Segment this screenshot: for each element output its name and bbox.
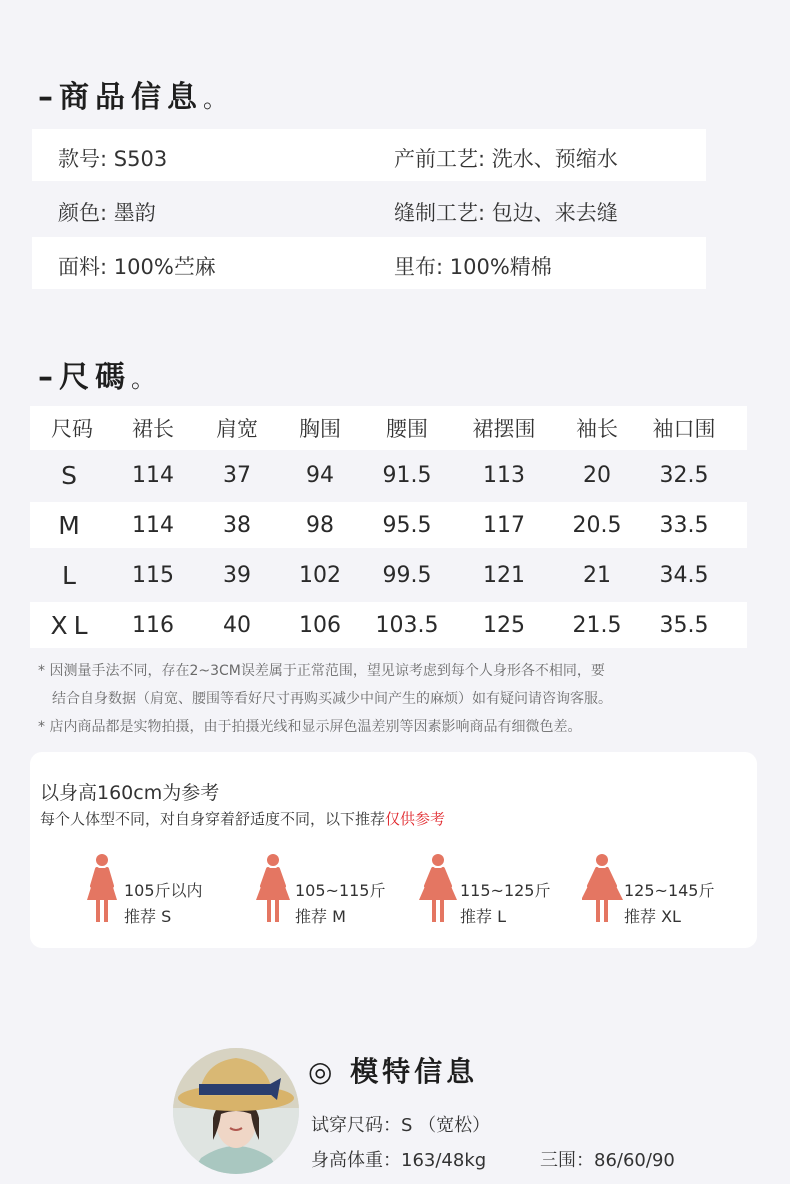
table-cell: 114: [132, 512, 174, 538]
table-cell: 40: [223, 612, 251, 638]
style-number: 款号: S503: [58, 147, 168, 171]
product-info-title: – 商品信息。: [38, 80, 227, 115]
table-cell: 21: [583, 562, 611, 588]
table-row: [30, 602, 747, 648]
body-figure-icon: [82, 854, 126, 926]
table-header-cell: 胸围: [299, 417, 341, 441]
table-cell: 98: [306, 512, 334, 538]
figure-weight-range: 105斤以内: [124, 881, 203, 900]
figure-size-recommendation: 推荐 S: [124, 907, 172, 926]
figure-weight-range: 105~115斤: [295, 881, 386, 900]
table-cell: 99.5: [382, 562, 432, 588]
table-cell: 21.5: [572, 612, 622, 638]
reference-height: 以身高160cm为参考: [40, 782, 220, 804]
table-cell: 37: [223, 462, 251, 488]
table-row: [30, 452, 747, 498]
body-figure-icon: [582, 854, 626, 926]
table-header-cell: 裙长: [132, 417, 174, 441]
table-cell: 94: [306, 462, 334, 488]
pre-process: 产前工艺: 洗水、预缩水: [394, 147, 618, 171]
table-cell: 95.5: [382, 512, 432, 538]
table-header-row: [30, 406, 747, 450]
size-figure: [82, 854, 242, 930]
table-cell: 113: [483, 462, 525, 488]
table-header-cell: 尺码: [51, 417, 93, 441]
figure-size-recommendation: 推荐 XL: [624, 907, 681, 926]
size-label-cell: M: [58, 510, 86, 540]
figure-weight-range: 125~145斤: [624, 881, 715, 900]
table-cell: 91.5: [382, 462, 432, 488]
measurement-note-cont: 结合自身数据（肩宽、腰围等看好尺寸再购买减少中间产生的麻烦）如有疑问请咨询客服。: [52, 691, 612, 707]
table-cell: 20: [583, 462, 611, 488]
model-photo: [173, 1048, 299, 1174]
body-figure-icon: [418, 854, 462, 926]
info-row: [32, 237, 706, 289]
size-figure: [253, 854, 413, 930]
table-cell: 35.5: [659, 612, 709, 638]
size-figure: [582, 854, 742, 930]
table-cell: 20.5: [572, 512, 622, 538]
model-measurements: 三围：86/60/90: [540, 1150, 675, 1171]
info-row: [32, 183, 706, 235]
table-cell: 116: [132, 612, 174, 638]
reference-subtitle: 每个人体型不同，对自身穿着舒适度不同，以下推荐仅供参考: [40, 810, 446, 828]
table-row: [30, 552, 747, 598]
table-header-cell: 肩宽: [216, 417, 258, 441]
table-cell: 114: [132, 462, 174, 488]
model-avatar: [173, 1048, 299, 1174]
reference-only-highlight: 仅供参考: [385, 810, 446, 828]
table-cell: 34.5: [659, 562, 709, 588]
table-cell: 32.5: [659, 462, 709, 488]
size-label-cell: XL: [50, 610, 94, 640]
model-info-title: ◎ 模特信息: [308, 1055, 479, 1088]
table-cell: 121: [483, 562, 525, 588]
size-recommendation-panel: [30, 752, 757, 948]
model-height-weight: 身高体重：163/48kg: [311, 1150, 487, 1171]
table-header-cell: 袖口围: [652, 417, 716, 441]
measurement-note: * 因测量手法不同，存在2~3CM误差属于正常范围，望见谅考虑到每个人身形各不相同，要: [38, 663, 605, 679]
lining: 里布: 100%精棉: [394, 255, 552, 279]
color-note: * 店内商品都是实物拍摄，由于拍摄光线和显示屏色温差别等因素影响商品有细微色差。: [38, 719, 582, 735]
table-cell: 106: [299, 612, 341, 638]
figure-size-recommendation: 推荐 M: [295, 907, 346, 926]
size-table-title: – 尺碼。: [38, 360, 155, 395]
table-header-cell: 腰围: [386, 417, 428, 441]
fabric: 面料: 100%苎麻: [58, 255, 216, 279]
table-cell: 115: [132, 562, 174, 588]
info-row: [32, 129, 706, 181]
size-figure: [418, 854, 578, 930]
model-try-size: 试穿尺码：S （宽松）: [311, 1115, 491, 1136]
size-label-cell: L: [62, 560, 82, 590]
figure-weight-range: 115~125斤: [460, 881, 551, 900]
sewing-process: 缝制工艺: 包边、来去缝: [394, 201, 618, 225]
table-cell: 39: [223, 562, 251, 588]
size-label-cell: S: [61, 460, 83, 490]
table-cell: 33.5: [659, 512, 709, 538]
table-cell: 125: [483, 612, 525, 638]
table-cell: 117: [483, 512, 525, 538]
table-row: [30, 502, 747, 548]
color: 颜色: 墨韵: [58, 201, 156, 225]
table-cell: 38: [223, 512, 251, 538]
body-figure-icon: [253, 854, 297, 926]
table-header-cell: 裙摆围: [472, 417, 536, 441]
table-cell: 103.5: [375, 612, 439, 638]
figure-size-recommendation: 推荐 L: [460, 907, 507, 926]
table-cell: 102: [299, 562, 341, 588]
table-header-cell: 袖长: [576, 417, 618, 441]
